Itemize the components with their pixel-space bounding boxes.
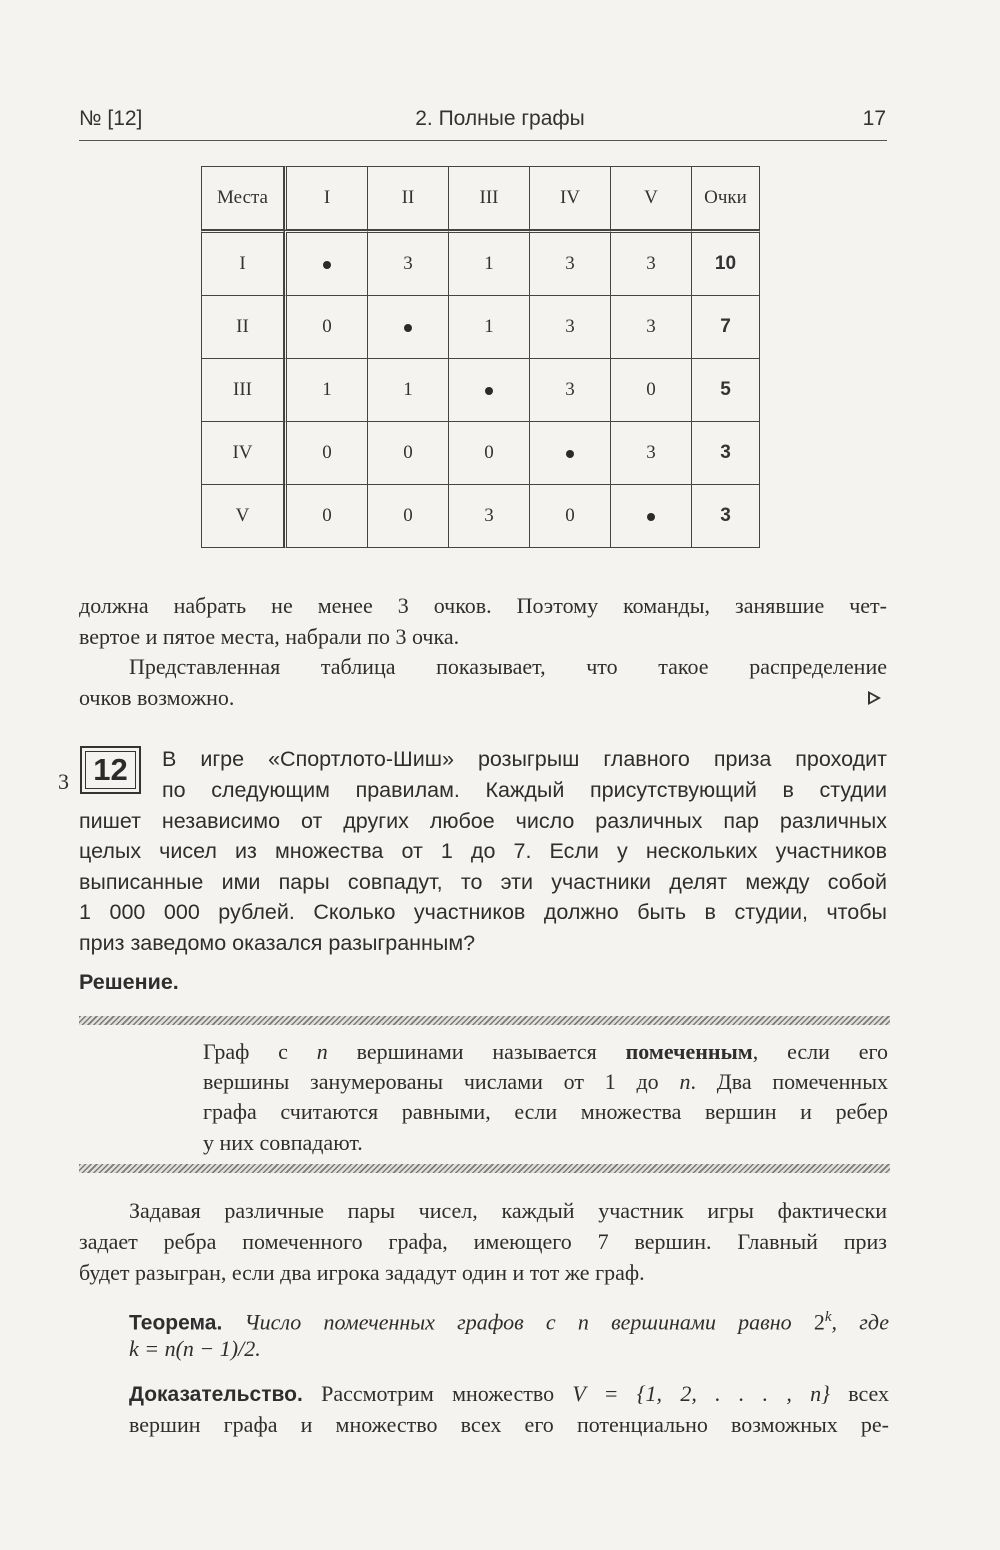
paragraph-conclusion-end — [79, 682, 887, 713]
row-score: 3 — [692, 485, 760, 548]
table-cell: 3 — [530, 230, 611, 296]
dot-icon — [566, 450, 574, 458]
proof-line-2: вершин графа и множество всех его потенциально возможных ре- — [129, 1412, 889, 1437]
problem-number-box: 12 — [80, 746, 141, 794]
table-header-row — [201, 166, 760, 230]
row-score: 10 — [692, 230, 760, 296]
diagonal-dot-cell — [284, 230, 368, 296]
proof-label: Доказательство. — [129, 1383, 303, 1406]
table-cell: 0 — [611, 359, 692, 422]
table-cell: 3 — [368, 230, 449, 296]
table-cell: 3 — [611, 230, 692, 296]
text-line: Представленная таблица показывает, что такое распределение — [129, 654, 887, 679]
proof-line-1: Доказательство. Рассмотрим множество V = {1, 2, . . . , n} всех — [129, 1381, 889, 1406]
problem-line-3: пишет независимо от других любое число различных пар различных — [79, 809, 887, 833]
diagonal-dot-cell — [611, 485, 692, 548]
definition-top-rule — [79, 1016, 890, 1025]
table-row — [201, 296, 760, 359]
table-row — [201, 230, 760, 296]
definition-line-2: вершины занумерованы числами от 1 до n. Два помеченных — [203, 1069, 888, 1094]
table-cell: 3 — [530, 296, 611, 359]
table-cell: 0 — [368, 422, 449, 485]
solution-heading: Решение. — [79, 970, 179, 994]
table-cell: 1 — [284, 359, 368, 422]
table-cell: 0 — [284, 485, 368, 548]
row-score: 5 — [692, 359, 760, 422]
row-place: V — [201, 485, 284, 548]
table-cell: 1 — [449, 296, 530, 359]
theorem-formula: k = n(n − 1)/2. — [129, 1336, 261, 1361]
row-place: IV — [201, 422, 284, 485]
column-header: Очки — [692, 166, 760, 230]
table-cell: 1 — [449, 230, 530, 296]
diagonal-dot-cell — [368, 296, 449, 359]
theorem-line-1: Теорема. Число помеченных графов с n вершинами равно 2$^k$, где — [129, 1309, 889, 1335]
chapter-marker: № [12] — [79, 107, 143, 130]
table-cell: 3 — [611, 422, 692, 485]
table-cell: 3 — [611, 296, 692, 359]
dot-icon — [647, 513, 655, 521]
row-place: I — [201, 230, 284, 296]
paragraph-conclusion — [129, 651, 887, 682]
solution-line-2: задает ребра помеченного графа, имеющего 7 вершин. Главный приз — [79, 1229, 887, 1254]
table-cell: 1 — [368, 359, 449, 422]
paragraph-continuation — [79, 590, 887, 621]
column-header: V — [611, 166, 692, 230]
theorem-label: Теорема. — [129, 1311, 223, 1335]
table-cell: 0 — [368, 485, 449, 548]
row-score: 3 — [692, 422, 760, 485]
problem-line-2: по следующим правилам. Каждый присутствующий в студии — [162, 778, 887, 802]
column-header: III — [449, 166, 530, 230]
table-cell: 0 — [530, 485, 611, 548]
problem-line-4: целых чисел из множества от 1 до 7. Если у нескольких участников — [79, 839, 887, 863]
problem-line-6: 1 000 000 рублей. Сколько участников должно быть в студии, чтобы — [79, 900, 887, 924]
definition-line-1: Граф с n вершинами называется помеченным, если его — [203, 1039, 888, 1064]
table-cell: 0 — [284, 422, 368, 485]
paragraph-continuation-end — [79, 621, 887, 652]
problem-line-5: выписанные ими пары совпадут, то эти участники делят между собой — [79, 870, 887, 894]
solution-line-1: Задавая различные пары чисел, каждый участник игры фактически — [129, 1198, 887, 1223]
table-cell: 0 — [284, 296, 368, 359]
results-table — [201, 166, 760, 548]
table-row — [201, 359, 760, 422]
diagonal-dot-cell — [449, 359, 530, 422]
page-number: 17 — [862, 107, 886, 130]
definition-line-3: графа считаются равными, если множества вершин и ребер — [203, 1099, 888, 1124]
definition-line-4: у них совпадают. — [203, 1130, 363, 1155]
running-title: 2. Полные графы — [415, 107, 585, 130]
dot-icon — [323, 261, 331, 269]
text-line: очков возможно. — [79, 685, 235, 710]
row-place: II — [201, 296, 284, 359]
row-score: 7 — [692, 296, 760, 359]
text-line: вертое и пятое места, набрали по 3 очка. — [79, 624, 460, 649]
table-cell: 3 — [530, 359, 611, 422]
problem-line-7: приз заведомо оказался разыгранным? — [79, 931, 476, 955]
defined-term: помеченным — [625, 1039, 753, 1064]
table-row — [201, 422, 760, 485]
row-place: III — [201, 359, 284, 422]
header-rule — [79, 140, 887, 141]
diagonal-dot-cell — [530, 422, 611, 485]
column-header: IV — [530, 166, 611, 230]
table-row — [201, 485, 760, 548]
definition-bottom-rule — [79, 1164, 890, 1173]
column-header: II — [368, 166, 449, 230]
triangle-right-icon — [868, 691, 881, 705]
text-line: должна набрать не менее 3 очков. Поэтому команды, занявшие чет- — [79, 593, 887, 618]
table-cell: 0 — [449, 422, 530, 485]
column-header: I — [284, 166, 368, 230]
dot-icon — [485, 387, 493, 395]
end-of-solution-icon — [868, 688, 881, 711]
dot-icon — [404, 324, 412, 332]
solution-line-3: будет разыгран, если два игрока зададут один и тот же граф. — [79, 1260, 645, 1285]
column-header: Места — [201, 166, 284, 230]
problem-line-1: В игре «Спортлото-Шиш» розыгрыш главного приза проходит — [162, 747, 887, 771]
table-cell: 3 — [449, 485, 530, 548]
difficulty-marker: 3 — [58, 769, 69, 794]
